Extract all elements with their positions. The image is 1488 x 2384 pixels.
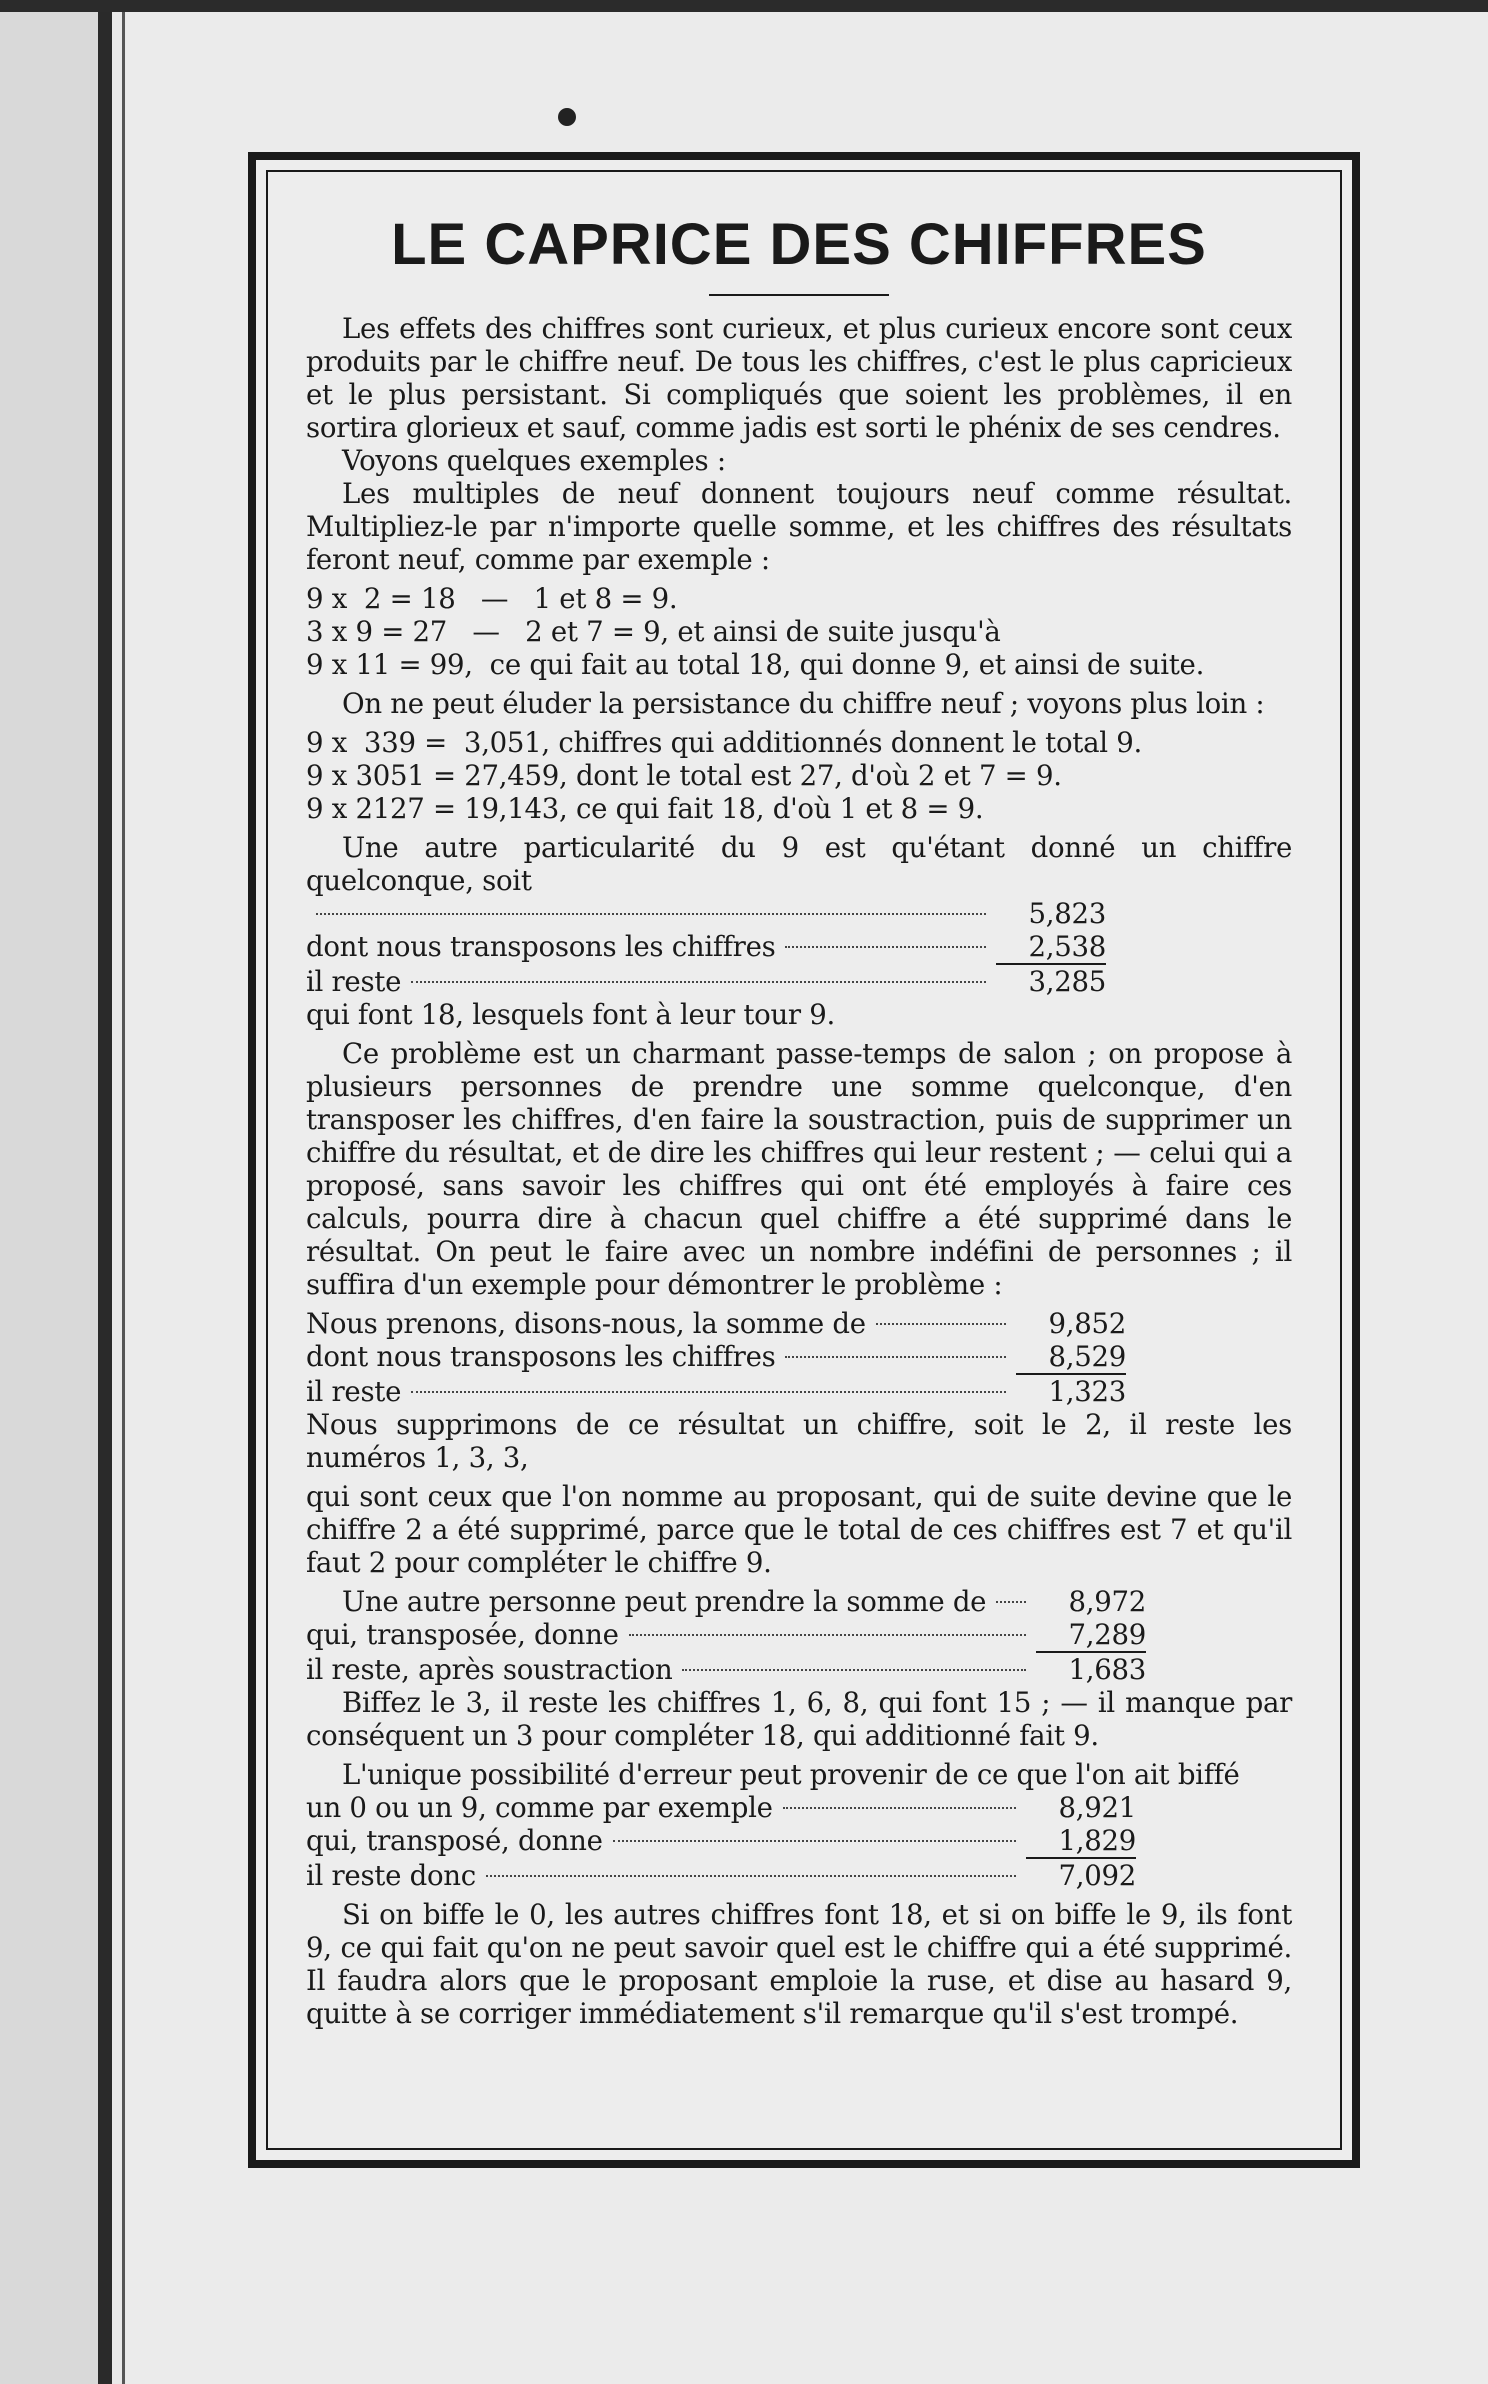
calc-row xyxy=(306,1375,1126,1408)
paragraph-explain: qui sont ceux que l'on nomme au proposant, qui de suite devine que le chiffre 2 a été supprimé, parce que le total de ces chiffres est 7 et qu'il faut 2 pour compléter le chiffre 9. xyxy=(306,1480,1292,1579)
calc-row xyxy=(306,1791,1136,1824)
paragraph-suppress: Nous supprimons de ce résultat un chiffre, soit le 2, il reste les numéros 1, 3, 3, xyxy=(306,1408,1292,1474)
paragraph-salon-game: Ce problème est un charmant passe-temps de salon ; on propose à plusieurs personnes de prendre une somme quelconque, d'en transposer les chiffres, d'en faire la soustraction, puis de supprimer un chiffre du résultat, et de dire les chiffres qui leur restent ; — celui qui a proposé, sans savoir les chiffres qui ont été employés à faire ces calculs, pourra dire à chacun quel chiffre a été supprimé dans le résultat. On peut le faire avec un nombre indéfini de personnes ; il suffira d'un exemple pour démontrer le problème : xyxy=(306,1037,1292,1301)
calc-block-4 xyxy=(306,1791,1136,1892)
calc-row xyxy=(306,1859,1136,1892)
calc-value: 8,921 xyxy=(1058,1791,1136,1824)
scan-top-edge xyxy=(0,0,1488,12)
equations-1 xyxy=(306,582,1292,681)
calc-label: il reste xyxy=(306,965,402,998)
frame-content xyxy=(306,210,1292,2030)
calc-row xyxy=(306,897,1106,930)
text-frame xyxy=(248,152,1360,2168)
calc-value: 8,529 xyxy=(1016,1340,1126,1375)
paragraph-persistence: On ne peut éluder la persistance du chiffre neuf ; voyons plus loin : xyxy=(342,687,1265,720)
calc-label: qui, transposé, donne xyxy=(306,1824,603,1857)
calc-label: il reste, après soustraction xyxy=(306,1653,673,1686)
calc-block-1 xyxy=(306,897,1106,998)
calc-value: 7,092 xyxy=(1058,1859,1136,1892)
equation-line: 9 x 11 = 99, ce qui fait au total 18, qui donne 9, et ainsi de suite. xyxy=(306,648,1205,681)
calc-block-2 xyxy=(306,1307,1126,1408)
calc-row xyxy=(306,930,1106,965)
calc-value: 2,538 xyxy=(996,930,1106,965)
leader-dots xyxy=(316,913,986,915)
calc-value: 1,829 xyxy=(1026,1824,1136,1859)
calc-row xyxy=(306,1307,1126,1340)
calc-value: 7,289 xyxy=(1036,1618,1146,1653)
leader-dots xyxy=(785,946,986,948)
calc-label: dont nous transposons les chiffres xyxy=(306,1340,776,1373)
calc-value: 8,972 xyxy=(1068,1585,1146,1618)
leader-dots xyxy=(629,1634,1026,1636)
binding-line xyxy=(98,12,112,2384)
equation-line: 3 x 9 = 27 — 2 et 7 = 9, et ainsi de suite jusqu'à xyxy=(306,615,1001,648)
leader-dots xyxy=(783,1807,1016,1809)
calc-row xyxy=(306,1585,1146,1618)
leader-dots xyxy=(682,1669,1026,1671)
paragraph-particularity: Une autre particularité du 9 est qu'étant donné un chiffre quelconque, soit xyxy=(306,831,1292,897)
title-rule xyxy=(709,294,889,296)
calc-label: il reste xyxy=(306,1375,402,1408)
calc-value: 9,852 xyxy=(1048,1307,1126,1340)
calc-row xyxy=(306,1340,1126,1375)
leader-dots xyxy=(876,1323,1006,1325)
paragraph-examples: Voyons quelques exemples : xyxy=(342,444,726,477)
calc-value: 1,683 xyxy=(1068,1653,1146,1686)
calc-value: 1,323 xyxy=(1048,1375,1126,1408)
binding-line-thin xyxy=(122,12,125,2384)
calc-block-3 xyxy=(306,1585,1146,1686)
paragraph-intro: Les effets des chiffres sont curieux, et plus curieux encore sont ceux produits par le chiffre neuf. De tous les chiffres, c'est le plus capricieux et le plus persistant. Si compliqués que soient les problèmes, il en sortira glorieux et sauf, comme jadis est sorti le phénix de ses cendres. xyxy=(306,312,1292,444)
calc-label: Nous prenons, disons-nous, la somme de xyxy=(306,1307,866,1340)
facing-page-edge xyxy=(0,12,100,2384)
calc-row xyxy=(306,965,1106,998)
paragraph-result-1: qui font 18, lesquels font à leur tour 9. xyxy=(306,998,836,1031)
page-title: LE CAPRICE DES CHIFFRES xyxy=(391,212,1207,277)
leader-dots xyxy=(785,1356,1006,1358)
calc-row xyxy=(306,1618,1146,1653)
calc-row xyxy=(306,1653,1146,1686)
equation-line: 9 x 2 = 18 — 1 et 8 = 9. xyxy=(306,582,678,615)
paragraph-conclusion: Si on biffe le 0, les autres chiffres font 18, et si on biffe le 9, ils font 9, ce qui fait qu'on ne peut savoir quel est le chiffre qui a été supprimé. Il faudra alors que le proposant emploie la ruse, et dise au hasard 9, quitte à se corriger immédiatement s'il remarque qu'il s'est trompé. xyxy=(306,1898,1292,2030)
binding-hole xyxy=(558,108,576,126)
equation-line: 9 x 339 = 3,051, chiffres qui additionnés donnent le total 9. xyxy=(306,726,1142,759)
paragraph-multiples: Les multiples de neuf donnent toujours neuf comme résultat. Multipliez-le par n'importe quelle somme, et les chiffres des résultats feront neuf, comme par exemple : xyxy=(306,477,1292,576)
equation-line: 9 x 2127 = 19,143, ce qui fait 18, d'où 1 et 8 = 9. xyxy=(306,792,984,825)
paragraph-strike: Biffez le 3, il reste les chiffres 1, 6, 8, qui font 15 ; — il manque par conséquent un 3 pour compléter 18, qui additionné fait 9. xyxy=(306,1686,1292,1752)
equation-line: 9 x 3051 = 27,459, dont le total est 27, d'où 2 et 7 = 9. xyxy=(306,759,1062,792)
calc-value: 5,823 xyxy=(1028,897,1106,930)
calc-label: qui, transposée, donne xyxy=(306,1618,619,1651)
calc-row xyxy=(306,1824,1136,1859)
leader-dots xyxy=(411,1391,1006,1393)
paragraph-error: L'unique possibilité d'erreur peut provenir de ce que l'on ait biffé xyxy=(342,1758,1240,1791)
calc-label: dont nous transposons les chiffres xyxy=(306,930,776,963)
leader-dots xyxy=(486,1875,1016,1877)
calc-label: Une autre personne peut prendre la somme de xyxy=(342,1585,987,1618)
calc-value: 3,285 xyxy=(1028,965,1106,998)
calc-label: il reste donc xyxy=(306,1859,476,1892)
leader-dots xyxy=(613,1840,1016,1842)
calc-label: un 0 ou un 9, comme par exemple xyxy=(306,1791,773,1824)
equations-2 xyxy=(306,726,1292,825)
leader-dots xyxy=(996,1601,1026,1603)
leader-dots xyxy=(411,981,986,983)
